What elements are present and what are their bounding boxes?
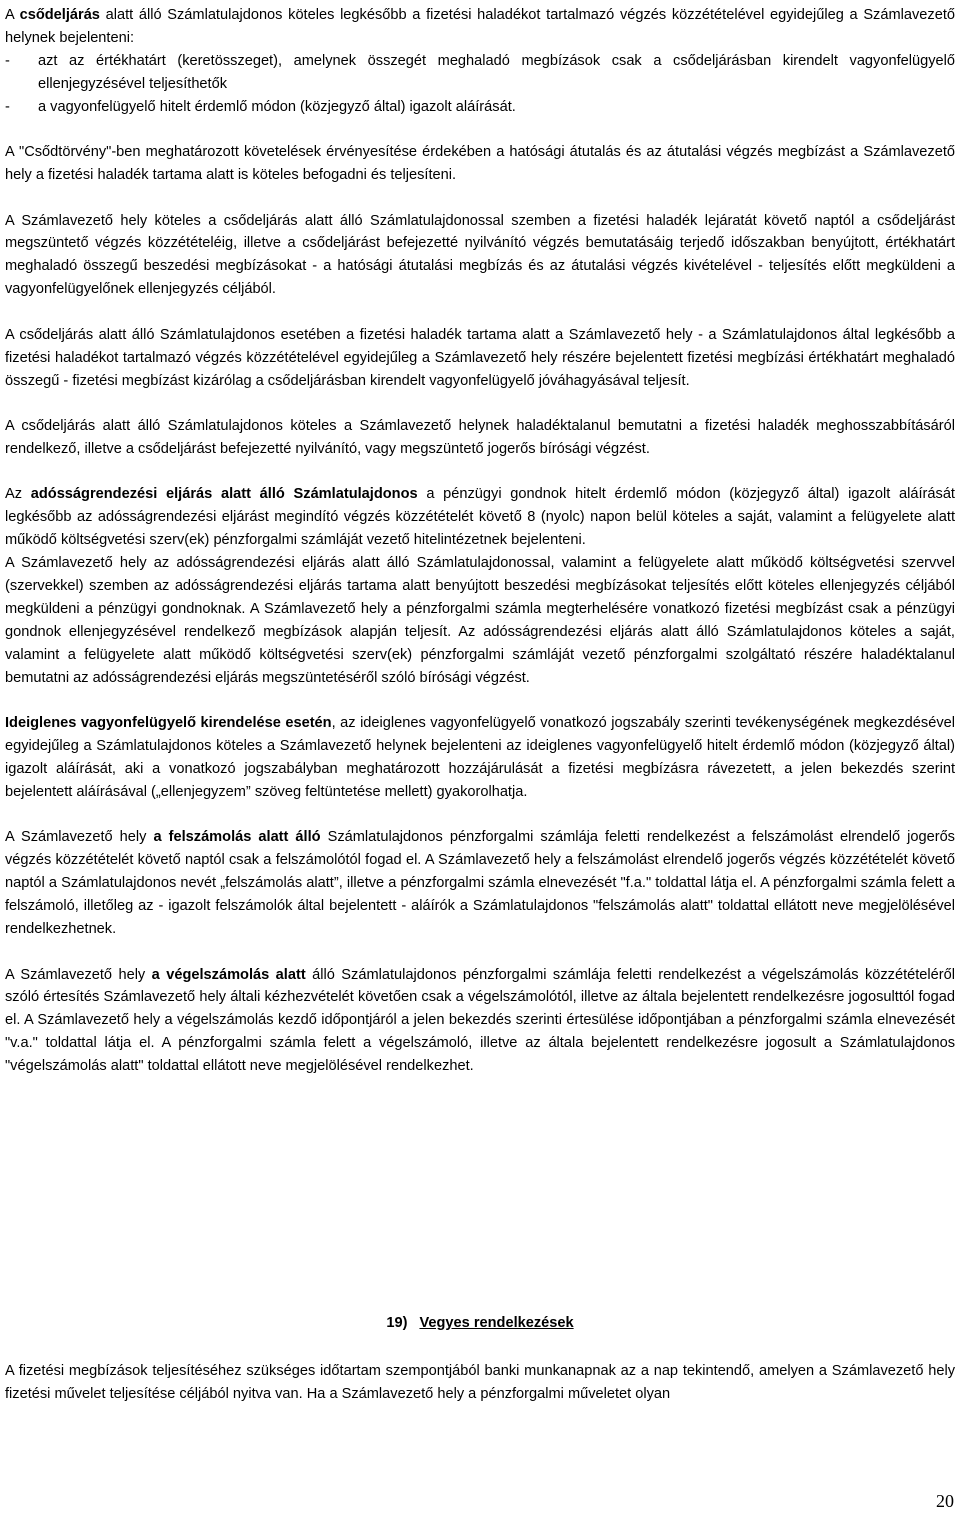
list-item-text: azt az értékhatárt (keretösszeget), amelynek összegét meghaladó megbízások csak a csődeljárásban kirendelt vagyonfelügyelő ellenjegyzésével teljesíthetők bbox=[38, 52, 955, 92]
intro-prefix: A bbox=[5, 7, 20, 23]
list-item-text: a vagyonfelügyelő hitelt érdemlő módon (közjegyző által) igazolt aláírását. bbox=[38, 98, 516, 115]
p9-bold: a végelszámolás alatt bbox=[151, 966, 306, 983]
section-number: 19) bbox=[386, 1315, 408, 1331]
p5-prefix: Az bbox=[5, 486, 31, 503]
paragraph-interim-supervisor bbox=[5, 712, 955, 804]
p8-text: Számlatulajdonos pénzforgalmi számlája feletti rendelkezést a felszámolást elrendelő jogerős végzés közzétételét követő naptól csak a felszámolótól fogad el. A Számlavezető hely a felszámolást elrendelő jogerős végzés közzétételét követő naptól a Számlatulajdonos nevét „felszámolás alatt”, illetve a pénzforgalmi számla elnevezését "f.a." toldattal látja el. A pénzforgalmi számla felett a felszámoló, illetőleg az - igazolt felszámolók által bejelentett - aláírók a Számlatulajdonos "felszámolás alatt" toldattal ellátott neve megjelölésével rendelkezhetnek. bbox=[5, 829, 955, 938]
p5-bold: adósságrendezési eljárás alatt álló Számlatulajdonos bbox=[30, 486, 418, 503]
intro-bold-term: csődeljárás bbox=[19, 7, 100, 23]
p7-bold: Ideiglenes vagyonfelügyelő kirendelése esetén bbox=[5, 715, 332, 732]
section-heading bbox=[0, 1312, 960, 1335]
paragraph-payment-limit: A csődeljárás alatt álló Számlatulajdonos esetében a fizetési haladék tartama alatt a Számlavezető hely - a Számlatulajdonos által legkésőbb a fizetési haladékot tartalmazó végzés közzétételével egyidejűleg a Számlavezető hely részére bejelentett fizetési megbízási értékhatárt meghaladó összegű - fizetési megbízást kizárólag a csődeljárásban kirendelt vagyonfelügyelő jóváhagyásával teljesít. bbox=[5, 326, 955, 389]
list-item bbox=[5, 50, 955, 96]
paragraph-enforcement: A "Csődtörvény"-ben meghatározott követelések érvényesítése érdekében a hatósági átutalás és az átutalási végzés megbízást a Számlavezető hely a fizetési haladék tartama alatt is köteles befogadni és teljesíteni. bbox=[5, 144, 955, 184]
p9-text: álló Számlatulajdonos pénzforgalmi számlája feletti rendelkezést a végelszámolás közzétételéről szóló értesítés Számlavezető hely általi kézhezvételét követően csak a végelszámolótól, illetve az általa bejelentett rendelkezésre jogosulttól fogad el. A Számlavezető hely a végelszámolás kezdő időpontjáról a jelen bekezdés szerinti értesülése időpontjában a pénzforgalmi számla elnevezését "v.a." toldattal látja el. A pénzforgalmi számla felett a végelszámoló, illetve az általa bejelentett rendelkezésre jogosult a Számlatulajdonos "végelszámolás alatt" toldattal ellátott neve megjelölésével rendelkezhet. bbox=[5, 966, 955, 1075]
p7-text: , az ideiglenes vagyonfelügyelő vonatkozó jogszabály szerinti tevékenységének megkezdésével egyidejűleg a Számlatulajdonos köteles a Számlavezető helynek bejelenteni az ideiglenes vagyonfelügyelő hitelt érdemlő módon (közjegyző által) igazolt aláírását, aki a vonatkozó jogszabályban meghatározott hozzájárulását a fizetési megbízásra rávezetett, a jelen bekezdés szerint bejelentett aláírásával („ellenjegyzem” szöveg feltüntetése mellett) gyakorolhatja. bbox=[5, 715, 955, 800]
paragraph-debt-settlement bbox=[5, 483, 955, 552]
page-number: 20 bbox=[936, 1491, 954, 1511]
p8-bold: a felszámolás alatt álló bbox=[153, 829, 321, 846]
paragraph-financial-guardian: A Számlavezető hely az adósságrendezési eljárás alatt álló Számlatulajdonossal, valamint a felügyelete alatt működő költségvetési szervvel (szervekkel) szemben az adósságrendezési eljárás tartama alatt benyújtott beszedési megbízásokat teljesítés előtt köteles ellenjegyzés céljából megküldeni a pénzügyi gondnoknak. A Számlavezető hely a pénzforgalmi számla megterhelésére vonatkozó fizetési megbízást csak a pénzügyi gondnok ellenjegyzésével rendelkező megbízások alapján teljesít. Az adósságrendezési eljárás alatt álló Számlatulajdonos köteles a saját, valamint a felügyelete alatt működő költségvetési szerv(ek) pénzforgalmi számláját vezető pénzforgalmi szolgáltató részére haladéktalanul bemutatni az adósságrendezési eljárás megszüntetéséről szóló bírósági végzést. bbox=[5, 555, 955, 686]
paragraph-collection-orders: A Számlavezető hely köteles a csődeljárás alatt álló Számlatulajdonossal szemben a fizetési haladék lejáratát követő naptól a csődeljárást megszüntető végzés közzétételéig, illetve a csődeljárást befejezetté nyilvánító végzés bemutatásáig terjedő időszakban benyújtott, értékhatárt meghaladó összegű beszedési megbízásokat - a hatósági átutalási megbízás és az átutalási végzés kivételével - teljesítés előtt megküldeni a vagyonfelügyelőnek ellenjegyzés céljából. bbox=[5, 212, 955, 298]
list-dash: - bbox=[5, 98, 10, 115]
p9-prefix: A Számlavezető hely bbox=[5, 966, 152, 983]
paragraph-liquidation bbox=[5, 826, 955, 941]
paragraph-voluntary-liquidation bbox=[5, 964, 955, 1079]
intro-text: alatt álló Számlatulajdonos köteles legkésőbb a fizetési haladékot tartalmazó végzés közzétételével egyidejűleg a Számlavezető helynek bejelenteni: bbox=[5, 7, 955, 46]
intro-paragraph bbox=[5, 4, 955, 50]
document-body bbox=[5, 4, 955, 1078]
intro-list bbox=[5, 50, 955, 119]
p8-prefix: A Számlavezető hely bbox=[5, 829, 154, 846]
paragraph-banking-day: A fizetési megbízások teljesítéséhez szükséges időtartam szempontjából banki munkanapnak az a nap tekintendő, amelyen a Számlavezető hely fizetési művelet teljesítése céljából nyitva van. Ha a Számlavezető hely a pénzforgalmi műveletet olyan bbox=[5, 1363, 955, 1402]
list-item bbox=[5, 96, 955, 119]
section-title: Vegyes rendelkezések bbox=[419, 1315, 574, 1331]
p5-text: a pénzügyi gondnok hitelt érdemlő módon (közjegyző által) igazolt aláírását legkésőbb az adósságrendezési eljárást megindító végzés közzétételét követő 8 (nyolc) napon belül köteles a saját, valamint a felügyelete alatt működő költségvetési szerv(ek) pénzforgalmi számláját vezető hitelintézetnek bejelenteni. bbox=[5, 486, 955, 549]
paragraph-court-order: A csődeljárás alatt álló Számlatulajdonos köteles a Számlavezető helynek haladéktalanul bemutatni a fizetési haladék meghosszabbításáról rendelkező, illetve a csődeljárást befejezetté nyilvánító, vagy megszüntető jogerős bírósági végzést. bbox=[5, 418, 955, 457]
list-dash: - bbox=[5, 52, 10, 69]
